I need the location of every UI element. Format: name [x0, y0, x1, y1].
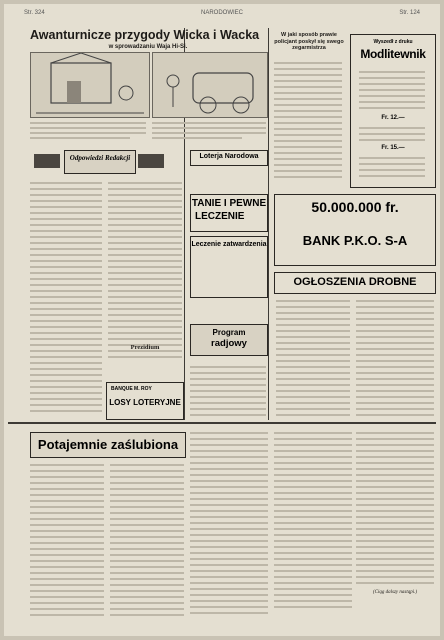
odpowiedzi-banner [64, 150, 136, 174]
story-column-block [274, 32, 344, 52]
ad-modlitewnik-title: Modlitewnik [360, 47, 426, 61]
page-number-left: Str. 324 [24, 10, 45, 16]
story-title: Potajemnie zaślubiona [37, 437, 179, 452]
ad-modlitewnik-price1: Fr. 12.— [381, 115, 405, 121]
story-banner [30, 432, 186, 458]
ad-tanie [190, 194, 268, 232]
ad-leczenie-title: Leczenie zatwardzenia [191, 241, 267, 248]
comic-subtitle: w sprowadzaniu Waja Hi-Si. [108, 44, 188, 50]
continuation-text: (Ciąg dalszy nastąpi.) [372, 590, 418, 595]
column-rule [268, 28, 269, 420]
ad-leczenie [190, 236, 268, 298]
comic-title: Awanturnicze przygody Wicka i Wacka [30, 28, 260, 42]
ad-tanie-line1: TANIE I PEWNE [191, 198, 267, 209]
prezidium-title: Prezidium [130, 344, 160, 351]
ad-losy-title: LOSY LOTERYJNE [109, 398, 181, 407]
comic-drawing [31, 53, 149, 117]
ad-loterja [190, 150, 268, 166]
ad-program [190, 324, 268, 356]
odpowiedzi-title: Odpowiedzi Redakcji [69, 154, 131, 162]
prezidium-block [120, 344, 170, 351]
ad-bank-pko [274, 194, 436, 266]
comic-block [30, 28, 266, 50]
ogloszenia-banner [274, 272, 436, 294]
section-rule [8, 422, 436, 424]
continuation-note [356, 590, 434, 595]
page-number-right: Str. 124 [399, 10, 420, 16]
comic-drawing [153, 53, 267, 117]
newspaper-page [4, 4, 440, 636]
ad-bank-name: BANK P.K.O. S-A [302, 233, 408, 248]
ad-tanie-line2: LECZENIE [195, 211, 245, 222]
ad-bank-amount: 50.000.000 fr. [311, 199, 399, 215]
comic-panel [152, 52, 268, 118]
program-line1: Program [212, 328, 246, 337]
ad-losy [106, 382, 184, 420]
ad-modlitewnik-price2: Fr. 15.— [381, 145, 405, 151]
ad-loterja-title: Loterja Narodowa [199, 153, 259, 160]
ad-banque-title: BANQUE M. ROY [111, 386, 152, 392]
program-line2: radjowy [211, 338, 247, 349]
page-header [24, 10, 420, 20]
ad-modlitewnik-top: Wyszedł z druku [373, 39, 413, 45]
story-column-title: W jaki sposób prawie policjant poskył się swego zegarmistrza [274, 32, 344, 51]
masthead: NARODOWIEC [201, 10, 243, 16]
comic-panel [30, 52, 150, 118]
ogloszenia-title: OGŁOSZENIA DROBNE [293, 276, 417, 288]
ad-modlitewnik [350, 34, 436, 188]
